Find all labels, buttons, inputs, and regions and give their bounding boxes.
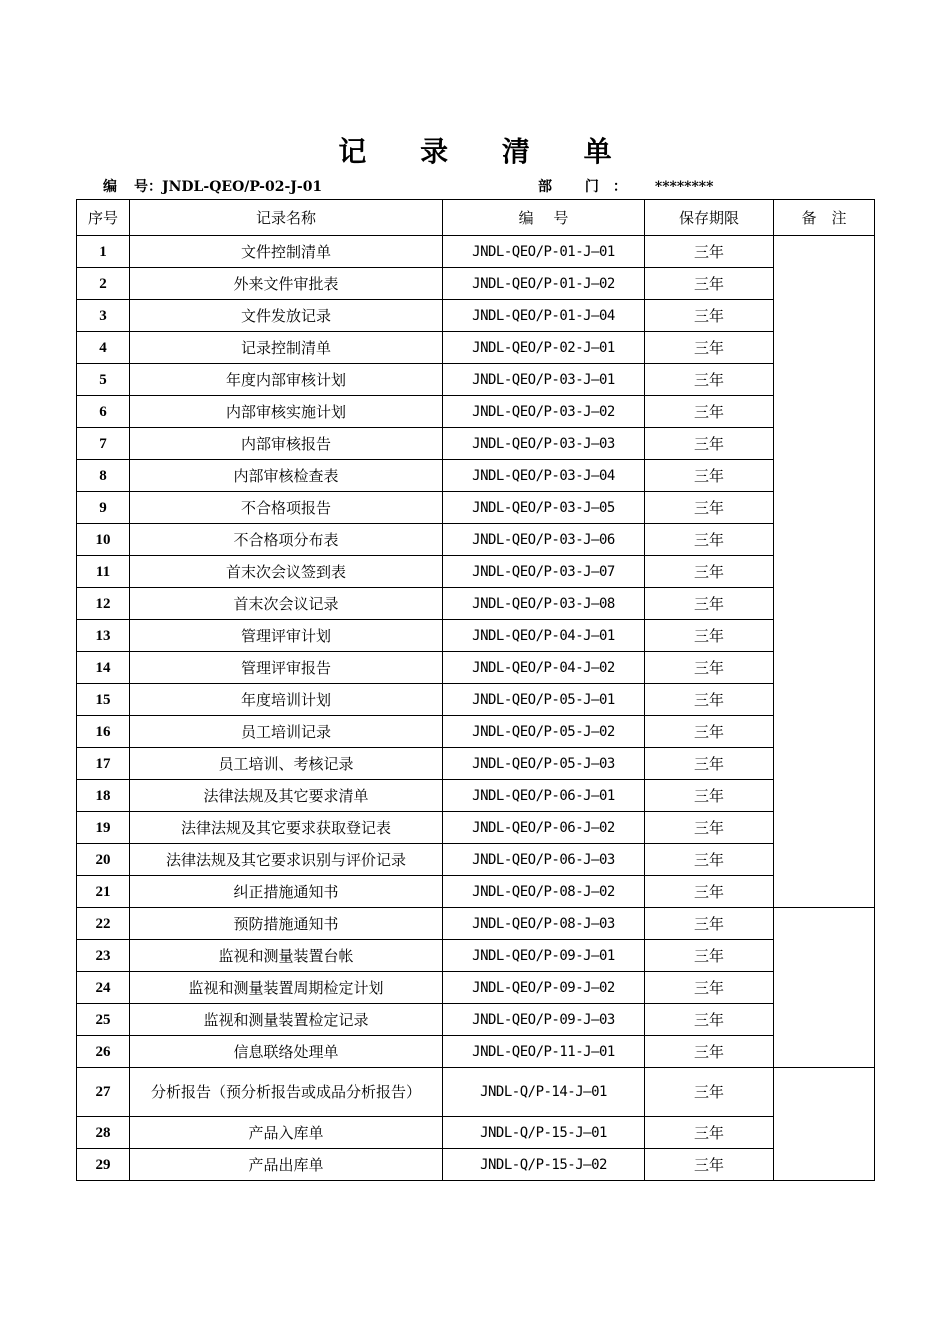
row-period: 三年 xyxy=(645,812,774,844)
row-period: 三年 xyxy=(645,396,774,428)
row-name: 内部审核报告 xyxy=(130,428,443,460)
row-seq: 28 xyxy=(77,1117,130,1149)
row-code: JNDL-Q/P-14-J—01 xyxy=(443,1068,645,1117)
document-number xyxy=(103,176,322,196)
records-table xyxy=(76,199,875,1181)
row-period: 三年 xyxy=(645,716,774,748)
row-period: 三年 xyxy=(645,684,774,716)
row-name: 监视和测量装置周期检定计划 xyxy=(130,972,443,1004)
table-row xyxy=(77,652,875,684)
row-seq: 7 xyxy=(77,428,130,460)
row-period: 三年 xyxy=(645,588,774,620)
row-name: 监视和测量装置台帐 xyxy=(130,940,443,972)
row-period: 三年 xyxy=(645,268,774,300)
row-period: 三年 xyxy=(645,1036,774,1068)
table-row xyxy=(77,716,875,748)
row-code: JNDL-QEO/P-03-J—04 xyxy=(443,460,645,492)
row-seq: 12 xyxy=(77,588,130,620)
row-period: 三年 xyxy=(645,524,774,556)
number-label-b: 号： xyxy=(134,179,162,195)
table-row xyxy=(77,940,875,972)
row-seq: 3 xyxy=(77,300,130,332)
row-period: 三年 xyxy=(645,300,774,332)
table-row xyxy=(77,268,875,300)
row-seq: 2 xyxy=(77,268,130,300)
table-row xyxy=(77,812,875,844)
row-code: JNDL-QEO/P-05-J—03 xyxy=(443,748,645,780)
row-code: JNDL-QEO/P-03-J—06 xyxy=(443,524,645,556)
table-row xyxy=(77,460,875,492)
header-name: 记录名称 xyxy=(130,200,443,236)
row-name: 外来文件审批表 xyxy=(130,268,443,300)
table-row xyxy=(77,1149,875,1181)
row-seq: 11 xyxy=(77,556,130,588)
row-period: 三年 xyxy=(645,620,774,652)
row-code: JNDL-QEO/P-04-J—02 xyxy=(443,652,645,684)
row-seq: 27 xyxy=(77,1068,130,1117)
department xyxy=(538,176,713,196)
row-code: JNDL-QEO/P-09-J—03 xyxy=(443,1004,645,1036)
row-name: 年度培训计划 xyxy=(130,684,443,716)
row-name: 管理评审报告 xyxy=(130,652,443,684)
row-seq: 16 xyxy=(77,716,130,748)
row-name: 信息联络处理单 xyxy=(130,1036,443,1068)
number-value: JNDL-QEO/P-02-J-01 xyxy=(162,179,323,195)
row-code: JNDL-QEO/P-04-J—01 xyxy=(443,620,645,652)
row-seq: 24 xyxy=(77,972,130,1004)
row-seq: 17 xyxy=(77,748,130,780)
row-name: 内部审核检查表 xyxy=(130,460,443,492)
row-period: 三年 xyxy=(645,780,774,812)
row-code: JNDL-QEO/P-03-J—03 xyxy=(443,428,645,460)
row-name: 法律法规及其它要求识别与评价记录 xyxy=(130,844,443,876)
row-code: JNDL-QEO/P-06-J—03 xyxy=(443,844,645,876)
table-row xyxy=(77,556,875,588)
row-code: JNDL-Q/P-15-J—02 xyxy=(443,1149,645,1181)
row-seq: 13 xyxy=(77,620,130,652)
row-seq: 25 xyxy=(77,1004,130,1036)
row-code: JNDL-QEO/P-08-J—03 xyxy=(443,908,645,940)
table-row xyxy=(77,684,875,716)
table-row xyxy=(77,396,875,428)
row-period: 三年 xyxy=(645,1004,774,1036)
number-label-a: 编 xyxy=(103,179,134,195)
row-name: 法律法规及其它要求获取登记表 xyxy=(130,812,443,844)
row-name: 文件控制清单 xyxy=(130,236,443,268)
row-note xyxy=(774,908,875,1068)
row-name: 监视和测量装置检定记录 xyxy=(130,1004,443,1036)
table-row xyxy=(77,780,875,812)
row-period: 三年 xyxy=(645,332,774,364)
row-name: 员工培训记录 xyxy=(130,716,443,748)
row-name: 不合格项报告 xyxy=(130,492,443,524)
row-period: 三年 xyxy=(645,556,774,588)
row-seq: 15 xyxy=(77,684,130,716)
table-row xyxy=(77,748,875,780)
row-seq: 23 xyxy=(77,940,130,972)
table-row xyxy=(77,1117,875,1149)
row-code: JNDL-QEO/P-09-J—01 xyxy=(443,940,645,972)
row-code: JNDL-QEO/P-09-J—02 xyxy=(443,972,645,1004)
row-period: 三年 xyxy=(645,1149,774,1181)
table-row xyxy=(77,332,875,364)
row-seq: 4 xyxy=(77,332,130,364)
row-name: 分析报告（预分析报告或成品分析报告） xyxy=(130,1068,443,1117)
row-period: 三年 xyxy=(645,236,774,268)
row-seq: 19 xyxy=(77,812,130,844)
table-row xyxy=(77,876,875,908)
row-seq: 10 xyxy=(77,524,130,556)
table-row xyxy=(77,236,875,268)
row-name: 文件发放记录 xyxy=(130,300,443,332)
header-code: 编 号 xyxy=(443,200,645,236)
row-code: JNDL-QEO/P-01-J—02 xyxy=(443,268,645,300)
row-name: 法律法规及其它要求清单 xyxy=(130,780,443,812)
header-period: 保存期限 xyxy=(645,200,774,236)
table-row xyxy=(77,1068,875,1117)
row-note xyxy=(774,1068,875,1181)
table-row xyxy=(77,1036,875,1068)
table-row xyxy=(77,588,875,620)
table-row xyxy=(77,524,875,556)
table-row xyxy=(77,908,875,940)
row-period: 三年 xyxy=(645,428,774,460)
dept-value: ******** xyxy=(654,179,714,195)
row-seq: 20 xyxy=(77,844,130,876)
row-code: JNDL-QEO/P-02-J—01 xyxy=(443,332,645,364)
table-row xyxy=(77,620,875,652)
row-period: 三年 xyxy=(645,876,774,908)
row-seq: 1 xyxy=(77,236,130,268)
row-period: 三年 xyxy=(645,460,774,492)
row-period: 三年 xyxy=(645,492,774,524)
table-row xyxy=(77,300,875,332)
row-code: JNDL-QEO/P-05-J—02 xyxy=(443,716,645,748)
row-name: 首末次会议签到表 xyxy=(130,556,443,588)
row-code: JNDL-QEO/P-03-J—01 xyxy=(443,364,645,396)
row-period: 三年 xyxy=(645,844,774,876)
table-header-row xyxy=(77,200,875,236)
table-row xyxy=(77,428,875,460)
row-period: 三年 xyxy=(645,1117,774,1149)
row-name: 产品出库单 xyxy=(130,1149,443,1181)
row-name: 员工培训、考核记录 xyxy=(130,748,443,780)
row-seq: 22 xyxy=(77,908,130,940)
row-code: JNDL-QEO/P-05-J—01 xyxy=(443,684,645,716)
row-name: 首末次会议记录 xyxy=(130,588,443,620)
row-code: JNDL-QEO/P-06-J—02 xyxy=(443,812,645,844)
row-name: 管理评审计划 xyxy=(130,620,443,652)
document-title: 记 录 清 单 xyxy=(338,135,634,168)
row-note xyxy=(774,236,875,908)
row-period: 三年 xyxy=(645,908,774,940)
row-seq: 14 xyxy=(77,652,130,684)
row-seq: 26 xyxy=(77,1036,130,1068)
row-code: JNDL-QEO/P-11-J—01 xyxy=(443,1036,645,1068)
row-code: JNDL-QEO/P-03-J—08 xyxy=(443,588,645,620)
table-row xyxy=(77,1004,875,1036)
row-seq: 5 xyxy=(77,364,130,396)
header-seq: 序号 xyxy=(77,200,130,236)
row-code: JNDL-QEO/P-03-J—07 xyxy=(443,556,645,588)
row-name: 产品入库单 xyxy=(130,1117,443,1149)
row-code: JNDL-QEO/P-03-J—05 xyxy=(443,492,645,524)
row-code: JNDL-Q/P-15-J—01 xyxy=(443,1117,645,1149)
row-seq: 29 xyxy=(77,1149,130,1181)
table-row xyxy=(77,492,875,524)
table-row xyxy=(77,844,875,876)
row-period: 三年 xyxy=(645,652,774,684)
row-seq: 6 xyxy=(77,396,130,428)
row-name: 内部审核实施计划 xyxy=(130,396,443,428)
row-code: JNDL-QEO/P-01-J—04 xyxy=(443,300,645,332)
row-code: JNDL-QEO/P-08-J—02 xyxy=(443,876,645,908)
row-code: JNDL-QEO/P-03-J—02 xyxy=(443,396,645,428)
row-seq: 21 xyxy=(77,876,130,908)
row-name: 年度内部审核计划 xyxy=(130,364,443,396)
row-period: 三年 xyxy=(645,364,774,396)
table-body xyxy=(77,236,875,1181)
header-note: 备 注 xyxy=(774,200,875,236)
row-name: 纠正措施通知书 xyxy=(130,876,443,908)
dept-label: 部 门： xyxy=(538,179,641,195)
row-name: 记录控制清单 xyxy=(130,332,443,364)
row-period: 三年 xyxy=(645,940,774,972)
row-code: JNDL-QEO/P-01-J—01 xyxy=(443,236,645,268)
table-row xyxy=(77,972,875,1004)
row-period: 三年 xyxy=(645,748,774,780)
row-seq: 18 xyxy=(77,780,130,812)
row-seq: 8 xyxy=(77,460,130,492)
row-code: JNDL-QEO/P-06-J—01 xyxy=(443,780,645,812)
row-name: 不合格项分布表 xyxy=(130,524,443,556)
row-period: 三年 xyxy=(645,972,774,1004)
row-seq: 9 xyxy=(77,492,130,524)
row-period: 三年 xyxy=(645,1068,774,1117)
table-row xyxy=(77,364,875,396)
row-name: 预防措施通知书 xyxy=(130,908,443,940)
